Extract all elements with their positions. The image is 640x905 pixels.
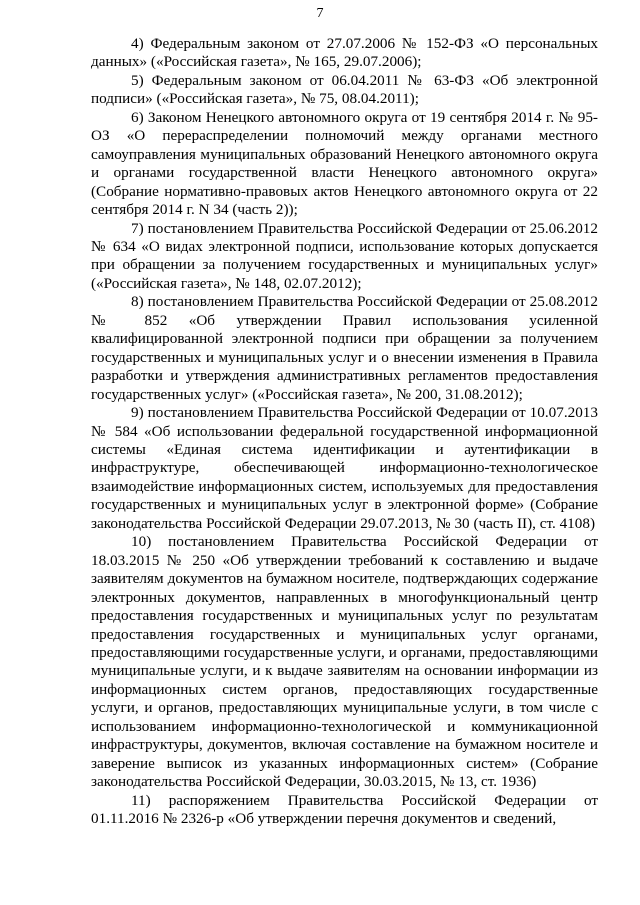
legal-basis-item-4: 4) Федеральным законом от 27.07.2006 № 152-ФЗ «О персональных данных» («Российская газета», № 165, 29.07.2006); [91,35,598,71]
legal-basis-item-5: 5) Федеральным законом от 06.04.2011 № 63-ФЗ «Об электронной подписи» («Российская газета», № 75, 08.04.2011); [91,71,598,108]
legal-basis-item-6: 6) Законом Ненецкого автономного округа от 19 сентября 2014 г. № 95-ОЗ «О перераспределении полномочий между органами местного самоуправления муниципальных образований Ненецкого автономного округа и органами государственной власти Ненецкого автономного округа» (Собрание нормативно-правовых актов Ненецкого автономного округа от 22 сентября 2014 г. N 34 (часть 2)); [91,108,598,219]
legal-basis-item-7: 7) постановлением Правительства Российской Федерации от 25.06.2012 № 634 «О видах электронной подписи, использование которых допускается при обращении за получением государственных и муниципальных услуг» («Российская газета», № 148, 02.07.2012); [91,219,598,292]
legal-basis-item-11: 11) распоряжением Правительства Российской Федерации от 01.11.2016 № 2326-р «Об утверждении перечня документов и сведений, [91,791,598,828]
legal-basis-item-8: 8) постановлением Правительства Российской Федерации от 25.08.2012 № 852 «Об утверждении Правил использования усиленной квалифицированной электронной подписи при обращении за получением государственных и муниципальных услуг и о внесении изменения в Правила разработки и утверждения административных регламентов предоставления государственных услуг» («Российская газета», № 200, 31.08.2012); [91,293,598,403]
document-body [91,35,598,828]
legal-basis-item-9: 9) постановлением Правительства Российской Федерации от 10.07.2013 № 584 «Об использовании федеральной государственной информационной системы «Единая система идентификации и аутентификации в инфраструктуре, обеспечивающей информационно-технологическое взаимодействие информационных систем, используемых для предоставления государственных и муниципальных услуг в электронной форме» (Собрание законодательства Российской Федерации 29.07.2013, № 30 (часть II), ст. 4108) [91,404,598,532]
legal-basis-item-10: 10) постановлением Правительства Российской Федерации от 18.03.2015 № 250 «Об утверждении требований к составлению и выдаче заявителям документов на бумажном носителе, подтверждающих содержание электронных документов, направленных в многофункциональный центр предоставления государственных и муниципальных услуг по результатам предоставления государственных и муниципальных услуг органами, предоставляющими государственные услуги, и органами, предоставляющими муниципальные услуги, и к выдаче заявителям на основании информации из информационных систем органов, предоставляющих государственные услуги, и органов, предоставляющих муниципальные услуги, в том числе с использованием информационно-технологической и коммуникационной инфраструктуры, документов, включая составление на бумажном носителе и заверение выписок из указанных информационных систем» (Собрание законодательства Российской Федерации, 30.03.2015, № 13, ст. 1936) [91,533,598,791]
page-number: 7 [316,6,324,21]
